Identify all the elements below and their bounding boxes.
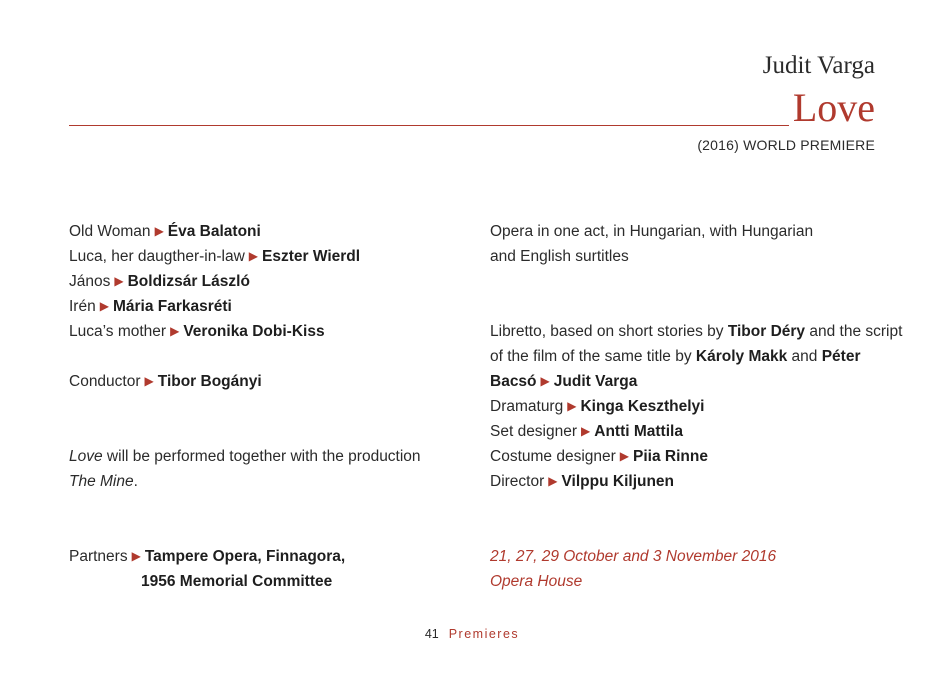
crew-row (490, 419, 683, 445)
note-text: will be performed together with the production (102, 448, 421, 465)
crew-name: Antti Mattila (594, 423, 683, 440)
note-line-1 (69, 444, 421, 469)
crew-name: Kinga Keszthelyi (580, 398, 705, 415)
cast-name: Éva Balatoni (167, 223, 261, 240)
crew-role: Costume designer (490, 448, 616, 465)
partners-label: Partners (69, 548, 128, 565)
arrow-icon: ▶ (548, 474, 558, 488)
arrow-icon: ▶ (619, 449, 630, 463)
crew-row (490, 444, 708, 470)
cast-role: János (69, 273, 111, 290)
partners-row (69, 544, 345, 570)
cast-name: Mária Farkasréti (112, 298, 232, 315)
libretto-name: Tibor Déry (727, 323, 806, 340)
conductor-role: Conductor (69, 373, 141, 390)
arrow-icon: ▶ (154, 224, 164, 238)
cast-row (69, 219, 261, 245)
arrow-icon: ▶ (131, 549, 141, 563)
libretto-text: of the film of the same title by (490, 348, 696, 365)
cast-row (69, 319, 325, 345)
crew-name: Vilppu Kiljunen (561, 473, 675, 490)
crew-role: Set designer (490, 423, 578, 440)
cast-role: Luca, her daugther-in-law (69, 248, 245, 265)
schedule-venue: Opera House (490, 573, 583, 590)
conductor-name: Tibor Bogányi (157, 373, 262, 390)
cast-role: Old Woman (69, 223, 151, 240)
cast-name: Veronika Dobi-Kiss (183, 323, 325, 340)
cast-role: Luca’s mother (69, 323, 167, 340)
cast-row (69, 269, 250, 295)
arrow-icon: ▶ (144, 374, 154, 388)
libretto-name: Bacsó (490, 373, 537, 390)
libretto-text: and the script (805, 323, 903, 340)
partners-row-2 (141, 569, 332, 594)
arrow-icon: ▶ (248, 249, 259, 263)
arrow-icon: ▶ (540, 374, 550, 388)
note-text-end: . (133, 473, 138, 490)
partners-line-1: Tampere Opera, Finnagora, (144, 548, 346, 565)
cast-row (69, 294, 232, 320)
composer-name: Judit Varga (762, 52, 875, 79)
cast-role: Irén (69, 298, 96, 315)
cast-row (69, 244, 360, 270)
arrow-icon: ▶ (170, 324, 180, 338)
arrow-icon: ▶ (114, 274, 124, 288)
page-number: 41 (424, 627, 439, 641)
crew-role: Dramaturg (490, 398, 564, 415)
note-title-mine: The Mine (69, 473, 134, 490)
cast-name: Eszter Wierdl (262, 248, 361, 265)
opera-title: Love (792, 85, 875, 130)
note-title-love: Love (69, 448, 103, 465)
premiere-label: (2016) WORLD PREMIERE (697, 137, 875, 153)
description-line-2: and English surtitles (490, 248, 629, 265)
schedule-dates: 21, 27, 29 October and 3 November 2016 (490, 548, 777, 565)
title-rule (69, 125, 789, 126)
crew-row (490, 469, 674, 495)
conductor-row (69, 369, 262, 395)
libretto-text: and (787, 348, 822, 365)
arrow-icon: ▶ (567, 399, 577, 413)
libretto-name: Péter (821, 348, 861, 365)
crew-role: Director (490, 473, 545, 490)
libretto-line-2 (490, 344, 861, 369)
description-line-1: Opera in one act, in Hungarian, with Hungarian (490, 223, 814, 240)
crew-name: Piia Rinne (633, 448, 708, 465)
arrow-icon: ▶ (99, 299, 109, 313)
libretto-name: Károly Makk (695, 348, 788, 365)
libretto-name: Judit Varga (553, 373, 638, 390)
arrow-icon: ▶ (581, 424, 591, 438)
cast-name: Boldizsár László (127, 273, 250, 290)
crew-row (490, 394, 704, 420)
libretto-text: Libretto, based on short stories by (490, 323, 728, 340)
partners-line-2: 1956 Memorial Committee (141, 573, 333, 590)
note-line-2 (69, 469, 138, 494)
libretto-line-3 (490, 369, 637, 395)
section-name: Premieres (448, 627, 520, 641)
page-footer (0, 627, 944, 641)
libretto-line-1 (490, 319, 902, 344)
